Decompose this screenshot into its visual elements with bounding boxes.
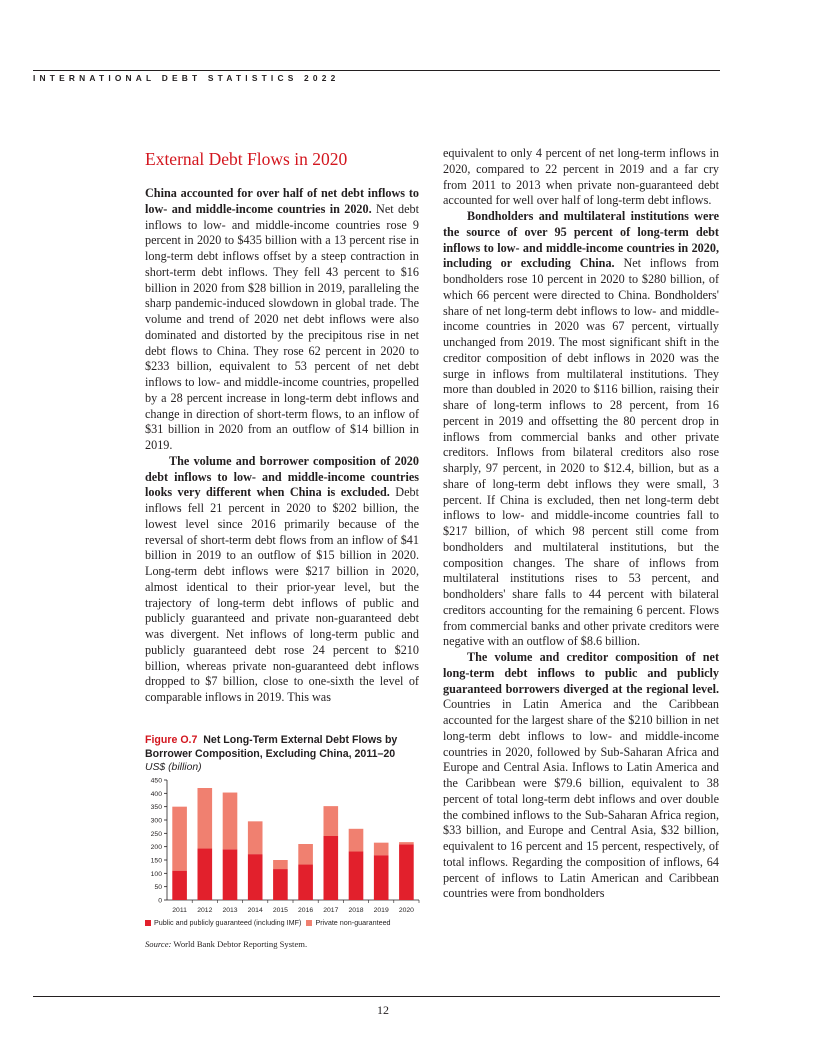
bar-private-nonguaranteed	[399, 842, 414, 844]
bar-public-guaranteed	[298, 865, 313, 900]
bar-private-nonguaranteed	[323, 806, 338, 836]
paragraph-body: Net inflows from bondholders rose 10 percent in 2020 to $280 billion, of which 66 percent were directed to China. Bondholders' share of net long-term debt inflows to low- and middle-income countries in 2020 was 67 percent, virtually unchanged from 2019. The most significant shift in the creditor composition of debt inflows in 2020 was the surge in inflows from multilateral institutions. They more than doubled in 2020 to $116 billion, raising their share of long-term inflows to 28 percent, from 16 percent in 2019 and offsetting the 80 percent drop in inflows from commercial banks and other private creditors. Inflows from bilateral creditors also rose sharply, 97 percent, in 2020 to $12.4, billion, but as a share of long-term debt inflows they were small, 3 percent. If China is excluded, then net long-term debt inflows to low- and middle-income countries fall to $217 billion, of which 98 percent still come from bondholders and multilateral institutions, but the composition changes. The share of inflows from multilateral institutions rises to 53 percent, and bondholders' share falls to 44 percent with bilateral creditors accounting for the remaining 6 percent. Flows from commercial banks and other private creditors were negative with an outflow of $8.6 billion.	[443, 256, 719, 649]
paragraph-lead: The volume and creditor composition of net long-term debt inflows to public and publicly guaranteed borrowers diverged at the regional level.	[443, 650, 719, 696]
footer-rule	[33, 996, 720, 997]
page-number: 12	[377, 1003, 389, 1017]
y-tick-label: 450	[150, 777, 162, 785]
source-label: Source:	[145, 939, 172, 949]
x-tick-label: 2012	[197, 907, 213, 914]
bar-public-guaranteed	[399, 844, 414, 900]
bar-private-nonguaranteed	[273, 860, 288, 869]
bar-private-nonguaranteed	[374, 843, 389, 856]
bar-public-guaranteed	[323, 836, 338, 900]
y-tick-label: 400	[150, 790, 162, 798]
figure-title-text: Net Long-Term External Debt Flows by Borrower Composition, Excluding China, 2011–20	[145, 734, 398, 760]
figure-title	[145, 733, 421, 761]
x-tick-label: 2019	[373, 907, 389, 914]
bar-private-nonguaranteed	[223, 793, 238, 850]
bar-private-nonguaranteed	[298, 844, 313, 865]
paragraph	[443, 146, 719, 209]
paragraph	[145, 454, 419, 706]
paragraph	[145, 186, 419, 454]
legend-swatch-ppg	[145, 920, 151, 926]
figure	[145, 733, 421, 949]
bar-public-guaranteed	[172, 871, 187, 900]
paragraph-lead: Bondholders and multilateral institutions were the source of over 95 percent of long-term debt inflows to low- and middle-income countries in 2020, including or excluding China.	[443, 209, 719, 271]
bar-public-guaranteed	[197, 849, 212, 900]
paragraph	[443, 650, 719, 902]
bar-private-nonguaranteed	[248, 821, 263, 854]
left-column	[145, 144, 419, 706]
bar-private-nonguaranteed	[349, 829, 364, 852]
x-tick-label: 2014	[247, 907, 263, 914]
paragraph-body: Debt inflows fell 21 percent in 2020 to $202 billion, the lowest level since 2016 primarily because of the reversal of short-term debt flows from an inflow of $41 billion in 2019 to an outflow of $15 billion in 2020. Long-term debt inflows were $217 billion in 2020, almost identical to their prior-year level, but the trajectory of long-term debt inflows of public and publicly guaranteed and private non-guaranteed debt was divergent. Net inflows of long-term public and publicly guaranteed debt rose 24 percent to $210 billion, whereas private non-guaranteed debt inflows dropped to $7 billion, close to one-sixth the level of comparable inflows in 2019. This was	[145, 485, 419, 704]
x-tick-label: 2016	[298, 907, 314, 914]
right-column	[443, 146, 719, 902]
legend-label-ppg: Public and publicly guaranteed (including IMF)	[154, 918, 302, 927]
bar-public-guaranteed	[248, 854, 263, 900]
paragraph-body: Net debt inflows to low- and middle-income countries rose 9 percent in 2020 to $435 billion with a 13 percent rise in long-term debt inflows offset by a steep contraction in short-term debt inflows. They fell 43 percent to $16 billion in 2020 from $28 billion in 2019, paralleling the sharp pandemic-induced slowdown in global trade. The volume and trend of 2020 net debt inflows were also dominated and distorted by the precipitous rise in net debt flows to China. They rose 62 percent in 2020 to $233 billion, equivalent to 53 percent of net debt inflows to low- and middle-income countries, propelled by a 28 percent increase in long-term debt inflows and change in direction of short-term flows, to an inflow of $31 billion in 2020 from an outflow of $14 billion in 2019.	[145, 201, 419, 452]
paragraph-body: equivalent to only 4 percent of net long-term inflows in 2020, compared to 22 percent in 2019 and a far cry from 2011 to 2013 when private non-guaranteed debt accounted for well over half of long-term debt inflows.	[443, 146, 719, 208]
y-tick-label: 100	[150, 870, 162, 878]
y-tick-label: 50	[154, 884, 162, 892]
figure-source	[145, 939, 421, 949]
x-tick-label: 2011	[172, 907, 187, 914]
bar-public-guaranteed	[273, 869, 288, 900]
x-tick-label: 2020	[398, 907, 414, 914]
y-tick-label: 300	[150, 817, 162, 825]
paragraph	[443, 209, 719, 650]
x-tick-label: 2017	[323, 907, 339, 914]
y-tick-label: 150	[150, 857, 162, 865]
figure-units: US$ (billion)	[145, 762, 202, 773]
y-tick-label: 350	[150, 804, 162, 812]
running-header: INTERNATIONAL DEBT STATISTICS 2022	[33, 73, 340, 83]
legend-item-ppg	[145, 918, 301, 927]
legend-label-png: Private non-guaranteed	[315, 918, 391, 927]
bar-chart	[145, 775, 421, 915]
bar-public-guaranteed	[349, 851, 364, 900]
figure-number: Figure O.7	[145, 734, 198, 746]
paragraph-lead: China accounted for over half of net debt inflows to low- and middle-income countries in 2020.	[145, 186, 419, 216]
y-tick-label: 200	[150, 844, 162, 852]
legend-item-png	[306, 918, 390, 927]
x-tick-label: 2018	[348, 907, 364, 914]
x-tick-label: 2013	[222, 907, 238, 914]
legend-swatch-png	[306, 920, 312, 926]
paragraph-lead: The volume and borrower composition of 2020 debt inflows to low- and middle-income countries looks very different when China is excluded.	[145, 453, 419, 500]
y-tick-label: 0	[158, 897, 162, 905]
bar-public-guaranteed	[374, 855, 389, 900]
header-rule	[33, 70, 720, 71]
paragraph-body: Countries in Latin America and the Caribbean accounted for the largest share of the $210 billion in net long-term debt inflows to low- and middle-income countries in 2020, followed by Sub-Saharan Africa and Europe and Central Asia. Inflows to Latin America and the Caribbean were $79.6 billion, equivalent to 38 percent of total long-term debt inflows and over double the combined inflows to the Sub-Saharan Africa region, $33 billion, and Europe and Central Asia, $32 billion, equivalent to 16 percent and 15 percent, respectively, of total inflows. Regarding the composition of inflows, 64 percent of inflows to Latin American and Caribbean countries were from bondholders	[443, 697, 719, 901]
bar-public-guaranteed	[223, 849, 238, 900]
section-title: External Debt Flows in 2020	[145, 149, 348, 169]
chart-legend	[145, 918, 421, 927]
source-text: World Bank Debtor Reporting System.	[171, 939, 308, 949]
y-tick-label: 250	[150, 830, 162, 838]
bar-private-nonguaranteed	[172, 807, 187, 871]
bar-private-nonguaranteed	[197, 788, 212, 849]
x-tick-label: 2015	[272, 907, 288, 914]
